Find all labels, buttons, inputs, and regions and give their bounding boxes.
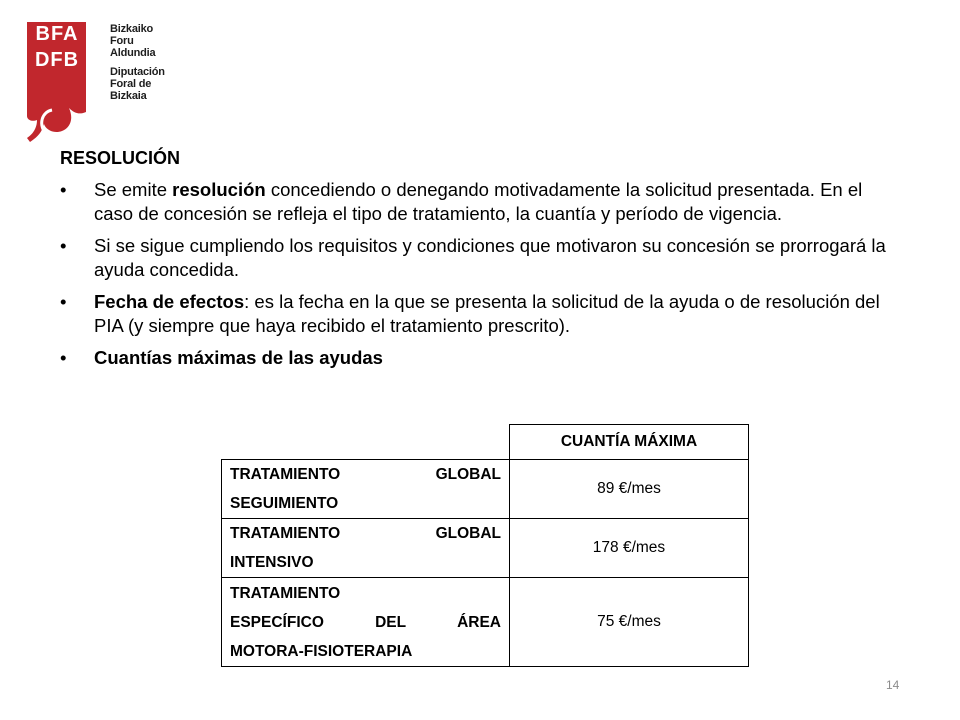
bullet-icon: • <box>60 179 67 200</box>
logo-line-1: Bizkaiko Foru <box>110 23 154 47</box>
treatment-name-cell <box>222 519 510 578</box>
table-header-empty <box>222 425 510 460</box>
treatment-line: TRATAMIENTO <box>230 584 341 602</box>
amounts-table-wrapper <box>221 424 749 667</box>
logo-tile-dfb: DFB <box>34 49 80 71</box>
bullet-item-effective-date <box>60 290 890 338</box>
table-header-row <box>222 425 749 460</box>
page-number: 14 <box>886 678 900 692</box>
bullet-text-strong: Cuantías máximas de las ayudas <box>94 347 383 368</box>
bullet-text-pre: Se emite <box>94 179 173 200</box>
section-heading: RESOLUCIÓN <box>60 148 181 168</box>
treatment-line: ESPECÍFICO DEL ÁREA <box>230 613 501 631</box>
bullet-icon: • <box>60 347 67 368</box>
table-header-max-amount: CUANTÍA MÁXIMA <box>510 425 749 460</box>
bfa-dfb-logo <box>24 20 174 142</box>
bullet-text-strong: resolución <box>172 179 266 200</box>
treatment-line: TRATAMIENTO GLOBAL <box>230 466 501 483</box>
bullet-item-resolution <box>60 178 890 226</box>
bullet-item-max-amounts <box>60 346 890 370</box>
bullet-text-strong: Fecha de efectos <box>94 291 245 312</box>
treatment-line: SEGUIMIENTO <box>230 495 339 512</box>
logo-line-2: Aldundia <box>110 47 156 59</box>
logo-brand-text <box>110 23 174 102</box>
bullet-text-post: concediendo o denegando motivadamente la solicitud presentada. En el caso de concesión se refleja el tipo de tratamiento, la cuantía y período de vigencia. <box>94 179 863 224</box>
treatment-name-cell <box>222 460 510 519</box>
amount-cell: 75 €/mes <box>510 578 749 667</box>
table-row <box>222 519 749 578</box>
bullet-icon: • <box>60 235 67 256</box>
logo-line-3: Diputación <box>110 66 165 78</box>
treatment-line: MOTORA-FISIOTERAPIA <box>230 642 413 660</box>
bullet-item-extension <box>60 234 890 282</box>
amounts-table <box>221 424 749 667</box>
amount-cell: 89 €/mes <box>510 460 749 519</box>
treatment-line: TRATAMIENTO GLOBAL <box>230 525 501 542</box>
logo-line-4: Foral de Bizkaia <box>110 78 152 102</box>
bullet-list <box>60 178 890 378</box>
bullet-text-post: : es la fecha en la que se presenta la solicitud de la ayuda o de resolución del PIA (y siempre que haya recibido el tratamiento prescrito). <box>94 291 880 336</box>
treatment-line: INTENSIVO <box>230 554 314 571</box>
treatment-name-cell <box>222 578 510 667</box>
amount-cell: 178 €/mes <box>510 519 749 578</box>
bullet-icon: • <box>60 291 67 312</box>
bullet-text: Si se sigue cumpliendo los requisitos y condiciones que motivaron su concesión se prorrogará la ayuda concedida. <box>94 235 886 280</box>
table-row <box>222 578 749 667</box>
logo-tile-bfa: BFA <box>35 23 79 45</box>
table-row <box>222 460 749 519</box>
